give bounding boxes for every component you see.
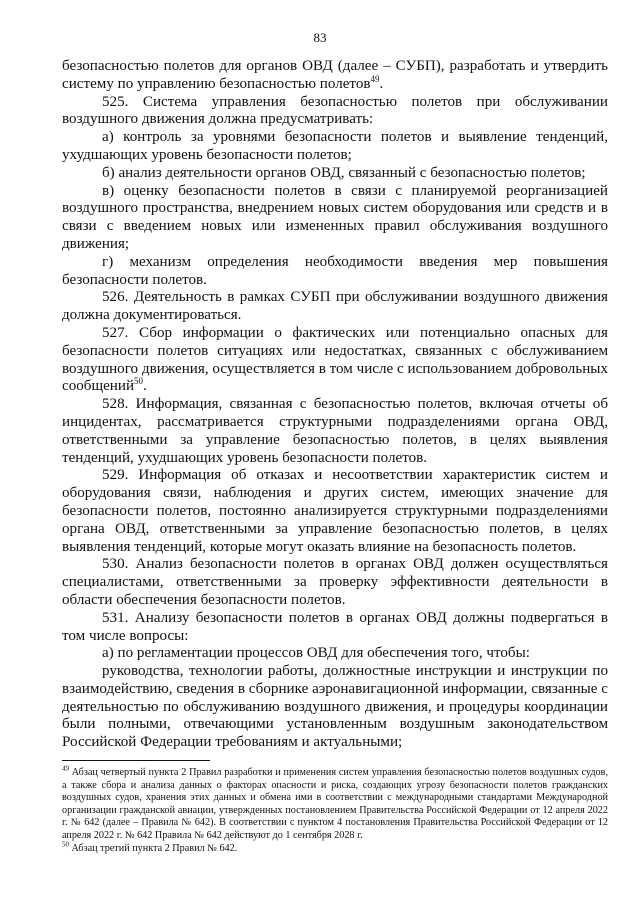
- paragraph: [62, 94, 608, 130]
- paragraph-text: 531. Анализу безопасности полетов в органах ОВД должны подвергаться в том числе вопросы:: [62, 609, 608, 644]
- paragraph-text: г) механизм определения необходимости введения мер повышения безопасности полетов.: [62, 253, 608, 288]
- footnote-separator: [62, 760, 210, 761]
- paragraph: [62, 645, 608, 663]
- paragraph: [62, 663, 608, 752]
- paragraph: [62, 289, 608, 325]
- paragraph: [62, 610, 608, 646]
- paragraph: [62, 58, 608, 94]
- footnote: [62, 764, 608, 843]
- paragraph-text: а) контроль за уровнями безопасности полетов и выявление тенденций, ухудшающих уровень безопасности полетов;: [62, 129, 608, 163]
- page-number: 83: [313, 30, 327, 45]
- paragraph-text: а) по регламентации процессов ОВД для обеспечения того, чтобы:: [102, 645, 530, 662]
- paragraph-text: безопасностью полетов для органов ОВД (далее – СУБП), разработать и утвердить систему по управлению безопасностью полетов: [62, 58, 608, 92]
- paragraph-text: в) оценку безопасности полетов в связи с планируемой реорганизацией воздушного пространства, внедрением новых систем оборудования или средств и в связи с введением новых или измененных правил обслуживания воздушного движения;: [62, 182, 608, 252]
- paragraph-text: 526. Деятельность в рамках СУБП при обслуживании воздушного движения должна документироваться.: [62, 289, 608, 324]
- footnote-mark: 49: [62, 764, 69, 773]
- paragraph: [62, 129, 608, 165]
- paragraph-tail: .: [379, 75, 384, 92]
- paragraph: [62, 165, 608, 183]
- paragraph: [62, 467, 608, 556]
- footnote-text: Абзац четвертый пункта 2 Правил разработки и применения систем управления безопасностью полетов воздушных судов, а также сбора и анализа данных о факторах опасности и риска, создающих угрозу безопасности полетов гражданских воздушных судов, хранения этих данных и обмена ими в соответствии с международными стандартами Международной организации гражданской авиации, утвержденных постановлением Правительства Российской Федерации от 12 апреля 2022 г. № 642 (далее – Правила № 642). В соответствии с пунктом 4 постановления Правительства Российской Федерации от 12 апреля 2022 г. № 642 Правила № 642 действуют до 1 сентября 2028 г.: [62, 767, 608, 841]
- footnote: [62, 840, 608, 856]
- paragraph-text: 529. Информация об отказах и несоответствии характеристик систем и оборудования связи, наблюдения и других систем, имеющих значение для безопасности полетов, постоянно анализируется структурными подразделениями органа ОВД, ответственными за управление безопасностью полетов, в целях выявления тенденций, которые могут оказать влияние на безопасность полетов.: [62, 467, 608, 555]
- paragraph-text: б) анализ деятельности органов ОВД, связанный с безопасностью полетов;: [102, 164, 586, 181]
- footnote-text: Абзац третий пункта 2 Правил № 642.: [69, 842, 238, 854]
- paragraph: [62, 556, 608, 609]
- footnote-reference: 49: [370, 73, 380, 84]
- paragraph: [62, 183, 608, 254]
- footnote-reference: 50: [134, 376, 144, 387]
- footnotes: [62, 764, 608, 855]
- paragraph: [62, 396, 608, 467]
- paragraph: [62, 254, 608, 290]
- paragraph-text: 527. Сбор информации о фактических или потенциально опасных для безопасности полетов ситуациях или недостатках, связанных с обслуживанием воздушного движения, осуществляется в том числе с использованием добровольных сообщений: [62, 324, 608, 395]
- paragraph-text: 525. Система управления безопасностью полетов при обслуживании воздушного движения должна предусматривать:: [62, 93, 608, 128]
- footnote-mark: 50: [62, 840, 69, 849]
- paragraph-text: руководства, технологии работы, должностные инструкции и инструкции по взаимодействию, сведения в сборнике аэронавигационной информации, связанные с деятельностью по обслуживанию воздушного движения, и процедуры координации были полными, отвечающими установленным воздушным законодательством Российской Федерации требованиям и актуальными;: [62, 663, 608, 751]
- paragraph-tail: .: [143, 378, 147, 395]
- paragraph: [62, 325, 608, 396]
- paragraph-text: 530. Анализ безопасности полетов в органах ОВД должен осуществляться специалистами, ответственными за проверку эффективности деятельности в области обеспечения безопасности полетов.: [62, 556, 608, 608]
- document-body: [62, 58, 608, 752]
- paragraph-text: 528. Информация, связанная с безопасностью полетов, включая отчеты об инцидентах, рассматривается структурными подразделениями органа ОВД, ответственными за управление безопасностью полетов, в целях выявления тенденций, ухудшающих уровень безопасности полетов.: [62, 396, 608, 466]
